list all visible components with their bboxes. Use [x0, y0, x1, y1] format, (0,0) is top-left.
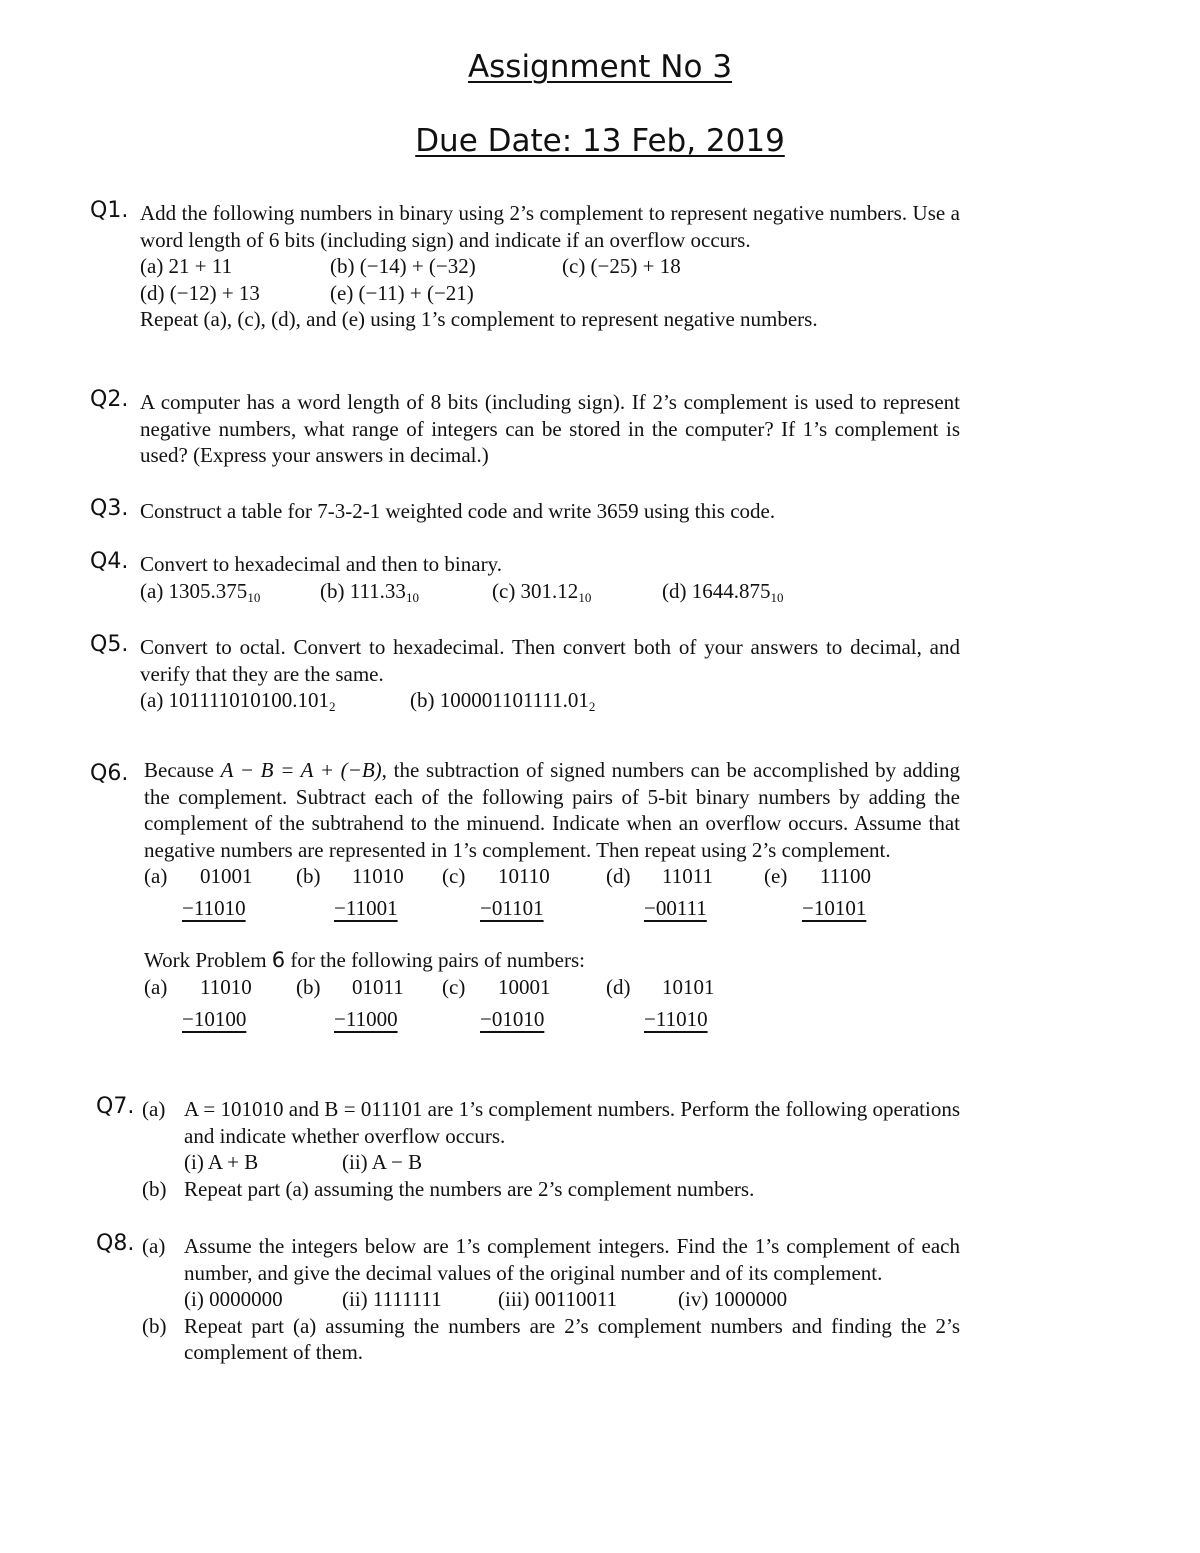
part-a: (a) A = 101010 and B = 011101 are 1’s complement numbers. Perform the following operations and indicate whether overflow occurs.	[142, 1097, 960, 1148]
item: (i) 0000000	[184, 1287, 283, 1311]
minuend: 10101	[662, 974, 715, 999]
question-number: Q3.	[90, 496, 129, 521]
minuend: 01011	[352, 974, 404, 999]
item: (c) $301.12_{10}$	[492, 578, 592, 605]
due-date: Due Date: 13 Feb, 2019	[415, 123, 785, 159]
question-text: Convert to octal. Convert to hexadecimal. Then convert both of your answers to decimal, and verify that they are the same.	[140, 635, 960, 686]
subtraction-pairs	[144, 974, 960, 1038]
item: (a) 21 + 11	[140, 254, 233, 278]
question-number: Q6.	[90, 761, 129, 786]
minuend: 10001	[498, 974, 551, 999]
pair-label: (d)	[606, 864, 631, 888]
item: (a) $101111010100.101_2$	[140, 688, 336, 714]
subtrahend: −01010	[480, 1006, 545, 1031]
pair-label: (b)	[296, 974, 321, 999]
item-row	[140, 280, 960, 307]
minuend: 10110	[498, 864, 550, 888]
question-text: Because A − B = A + (−B), the subtraction of signed numbers can be accomplished by adding the complement. Subtract each of the following pairs of 5-bit binary numbers by adding the complement of the subtrahend to the minuend. Indicate when an overflow occurs. Assume that negative numbers are represented in 1’s complement. Then repeat using 2’s complement.	[144, 758, 961, 862]
minuend: 11010	[200, 974, 252, 999]
subtrahend: −11010	[644, 1006, 708, 1031]
question-text: Construct a table for 7-3-2-1 weighted code and write 3659 using this code.	[140, 499, 776, 523]
part-b: (b) Repeat part (a) assuming the numbers are 2’s complement numbers.	[142, 1176, 755, 1201]
question-number: Q5.	[90, 632, 129, 657]
item-row	[140, 578, 960, 605]
subtrahend: −11000	[334, 1006, 398, 1031]
item-row	[140, 253, 960, 280]
part-b: (b) Repeat part (a) assuming the numbers are 2’s complement numbers and finding the 2’s complement of them.	[142, 1313, 960, 1364]
subtrahend: −00111	[644, 896, 707, 920]
item: (d) (−12) + 13	[140, 280, 260, 305]
item: (b) $111.33_{10}$	[320, 578, 419, 605]
subtrahend: −01101	[480, 896, 544, 920]
pair-label: (c)	[442, 864, 466, 888]
pair-label: (b)	[296, 864, 321, 888]
item: (b) $100001101111.01_2$	[410, 688, 596, 714]
part-a: (a) Assume the integers below are 1’s complement integers. Find the 1’s complement of each number, and give the decimal values of the original number and of its complement.	[142, 1234, 960, 1285]
pair-label: (e)	[764, 864, 788, 888]
op: (ii) A − B	[342, 1150, 423, 1174]
question-number: Q7.	[96, 1094, 135, 1119]
question-number: Q2.	[90, 387, 129, 412]
pair-label: (d)	[606, 974, 631, 999]
pair-label: (c)	[442, 974, 466, 999]
item: (ii) 1111111	[342, 1287, 442, 1311]
item-row	[142, 1286, 960, 1313]
subtrahend: −10101	[802, 896, 867, 920]
op: (i) A + B	[184, 1150, 259, 1174]
minuend: 11011	[662, 864, 713, 888]
question-text: A computer has a word length of 8 bits (including sign). If 2’s complement is used to represent negative numbers, what range of integers can be stored in the computer? If 1’s complement is used? (Express your answers in decimal.)	[140, 390, 960, 467]
item: (a) $1305.375_{10}$	[140, 578, 261, 605]
item-row	[140, 687, 960, 714]
subtrahend: −11010	[182, 896, 246, 920]
item: (e) (−11) + (−21)	[330, 280, 474, 305]
repeat-instruction: Repeat (a), (c), (d), and (e) using 1’s complement to represent negative numbers.	[140, 307, 818, 331]
pair-label: (a)	[144, 974, 168, 999]
question-text: Add the following numbers in binary using 2’s complement to represent negative numbers. Use a word length of 6 bits (including sign) and indicate if an overflow occurs.	[140, 201, 960, 252]
page-title: Assignment No 3	[467, 49, 733, 85]
question-number: Q8.	[96, 1231, 135, 1256]
minuend: 11100	[820, 864, 871, 888]
item: (iii) 00110011	[498, 1287, 618, 1311]
subtrahend: −11001	[334, 896, 398, 920]
question-number: Q1.	[90, 198, 129, 223]
question-text: Convert to hexadecimal and then to binary.	[140, 552, 502, 576]
item: (iv) 1000000	[678, 1287, 788, 1311]
question-number: Q4.	[90, 549, 129, 574]
subtrahend: −10100	[182, 1006, 247, 1031]
subtraction-pairs	[144, 863, 960, 927]
item: (d) $1644.875_{10}$	[662, 578, 784, 605]
minuend: 11010	[352, 864, 404, 888]
ops-row	[142, 1149, 960, 1176]
item: (c) (−25) + 18	[562, 254, 681, 278]
minuend: 01001	[200, 864, 253, 888]
pair-label: (a)	[144, 864, 168, 888]
work-problem-text: Work Problem 6 for the following pairs of numbers:	[144, 948, 585, 972]
item: (b) (−14) + (−32)	[330, 254, 476, 278]
